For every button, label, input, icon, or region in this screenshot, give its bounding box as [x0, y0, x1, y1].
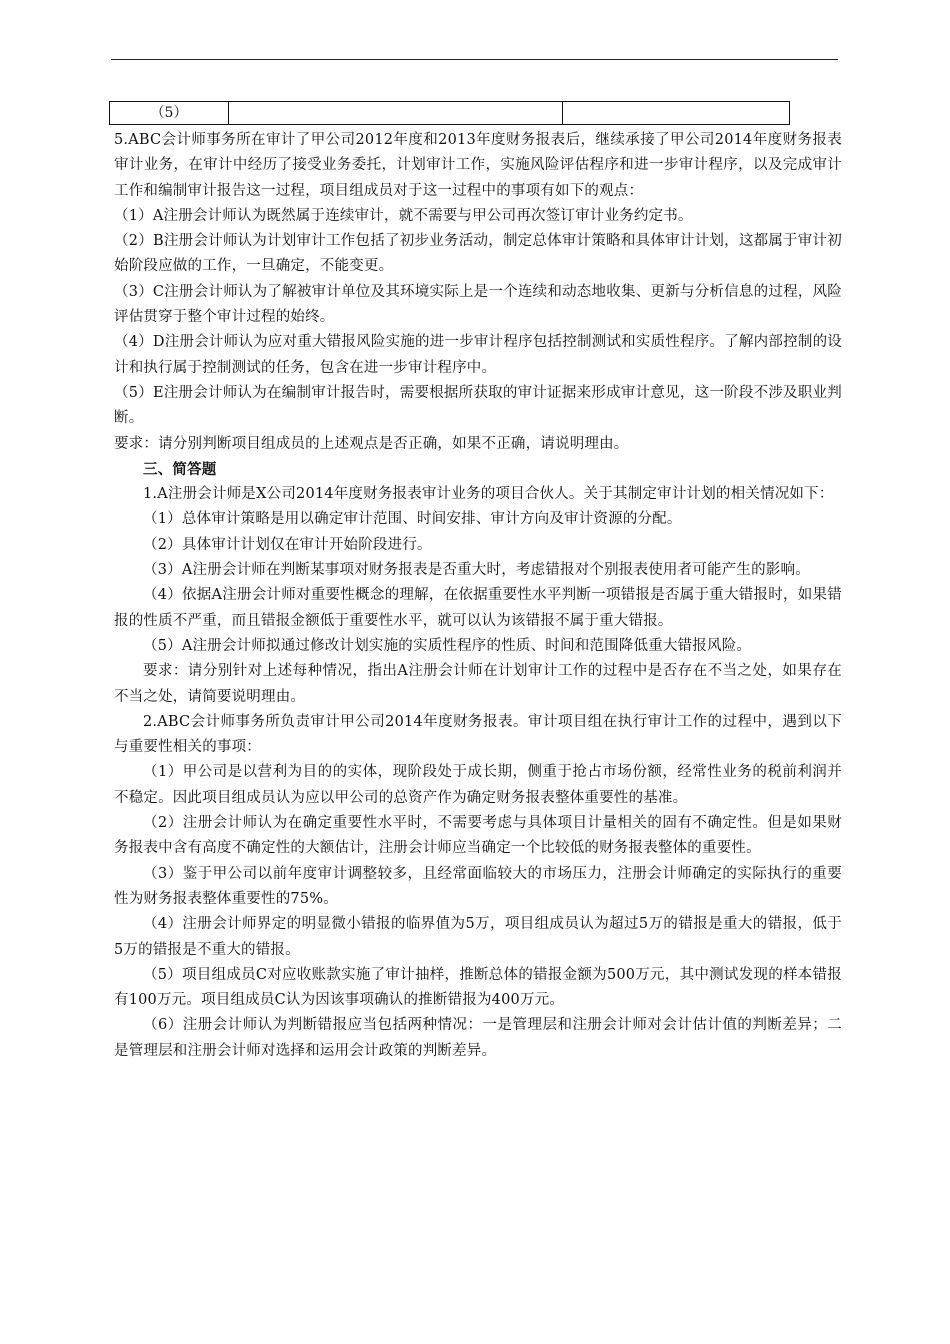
short-answer-1-item-2: （2）具体审计计划仅在审计开始阶段进行。 [143, 536, 432, 553]
document-body [114, 128, 842, 1064]
question-5-intro: 5.ABC会计师事务所在审计了甲公司2012年度和2013年度财务报表后，继续承接了甲公司2014年度财务报表审计业务，在审计中经历了接受业务委托，计划审计工作，实施风险评估程序和进一步审计程序，以及完成审计工作和编制审计报告这一过程，项目组成员对于这一过程中的事项有如下的观点： [114, 132, 842, 199]
short-answer-1-item-4: （4）依据A注册会计师对重要性概念的理解，在依据重要性水平判断一项错报是否属于重大错报时，如果错报的性质不严重，而且错报金额低于重要性水平，就可以认为该错报不属于重大错报。 [114, 587, 842, 629]
table-cell-blank [229, 102, 563, 125]
table-cell-blank [563, 102, 790, 125]
short-answer-2-item-6: （6）注册会计师认为判断错报应当包括两种情况：一是管理层和注册会计师对会计估计值的判断差异；二是管理层和注册会计师对选择和运用会计政策的判断差异。 [114, 1017, 842, 1059]
answer-table [109, 101, 790, 125]
table-cell-number: （5） [110, 102, 229, 125]
question-5-item-2: （2）B注册会计师认为计划审计工作包括了初步业务活动，制定总体审计策略和具体审计计划，这都属于审计初始阶段应做的工作，一旦确定，不能变更。 [114, 233, 842, 275]
question-5-requirement: 要求：请分别判断项目组成员的上述观点是否正确，如果不正确，请说明理由。 [114, 435, 629, 452]
header-rule [111, 59, 838, 60]
question-5-item-3: （3）C注册会计师认为了解被审计单位及其环境实际上是一个连续和动态地收集、更新与分析信息的过程，风险评估贯穿于整个审计过程的始终。 [114, 283, 842, 326]
short-answer-2-item-3: （3）鉴于甲公司以前年度审计调整较多，且经常面临较大的市场压力，注册会计师确定的实际执行的重要性为财务报表整体重要性的75%。 [114, 865, 842, 907]
question-5-item-4: （4）D注册会计师认为应对重大错报风险实施的进一步审计程序包括控制测试和实质性程序。了解内部控制的设计和执行属于控制测试的任务，包含在进一步审计程序中。 [114, 334, 842, 376]
short-answer-1-item-5: （5）A注册会计师拟通过修改计划实施的实质性程序的性质、时间和范围降低重大错报风险。 [143, 637, 752, 654]
short-answer-1-item-3: （3）A注册会计师在判断某事项对财务报表是否重大时，考虑错报对个别报表使用者可能产生的影响。 [143, 562, 810, 579]
question-5-item-1: （1）A注册会计师认为既然属于连续审计，就不需要与甲公司再次签订审计业务约定书。 [114, 207, 693, 224]
short-answer-1-requirement: 要求：请分别针对上述每种情况，指出A注册会计师在计划审计工作的过程中是否存在不当之处，如果存在不当之处，请简要说明理由。 [114, 663, 842, 705]
short-answer-1-intro: 1.A注册会计师是X公司2014年度财务报表审计业务的项目合伙人。关于其制定审计计划的相关情况如下： [143, 486, 834, 503]
short-answer-2-item-2: （2）注册会计师认为在确定重要性水平时，不需要考虑与具体项目计量相关的固有不确定性。但是如果财务报表中含有高度不确定性的大额估计，注册会计师应当确定一个比较低的财务报表整体的重要性。 [114, 815, 842, 857]
section-heading: 三、简答题 [143, 460, 217, 478]
table-row [110, 102, 790, 125]
short-answer-2-item-5: （5）项目组成员C对应收账款实施了审计抽样，推断总体的错报金额为500万元，其中测试发现的样本错报有100万元。项目组成员C认为因该事项确认的推断错报为400万元。 [114, 966, 842, 1009]
short-answer-2-item-1: （1）甲公司是以营利为目的的实体，现阶段处于成长期，侧重于抢占市场份额，经常性业务的税前利润并不稳定。因此项目组成员认为应以甲公司的总资产作为确定财务报表整体重要性的基准。 [114, 764, 842, 806]
short-answer-2-item-4: （4）注册会计师界定的明显微小错报的临界值为5万，项目组成员认为超过5万的错报是重大的错报，低于5万的错报是不重大的错报。 [114, 916, 842, 958]
question-5-item-5: （5）E注册会计师认为在编制审计报告时，需要根据所获取的审计证据来形成审计意见，这一阶段不涉及职业判断。 [114, 384, 842, 427]
short-answer-1-item-1: （1）总体审计策略是用以确定审计范围、时间安排、审计方向及审计资源的分配。 [143, 511, 682, 528]
short-answer-2-intro: 2.ABC会计师事务所负责审计甲公司2014年度财务报表。审计项目组在执行审计工作的过程中，遇到以下与重要性相关的事项： [114, 713, 842, 756]
